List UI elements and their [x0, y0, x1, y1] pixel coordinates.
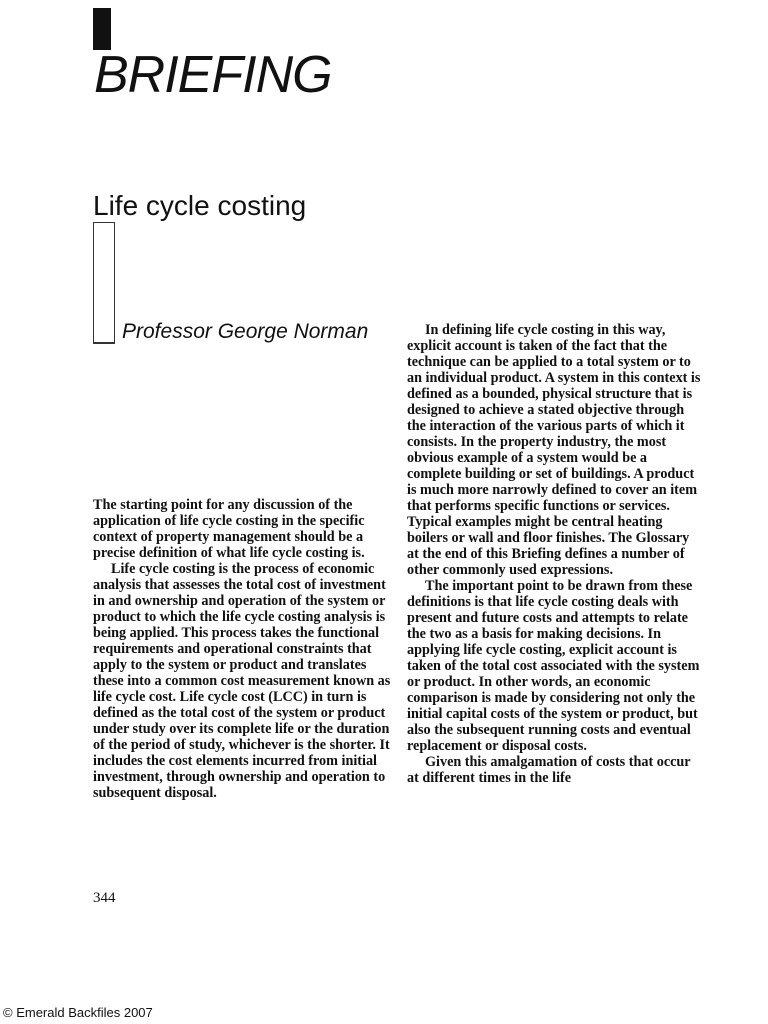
- copyright-notice: © Emerald Backfiles 2007: [3, 1005, 153, 1020]
- section-label: BRIEFING: [94, 46, 332, 104]
- left-text-column: [93, 497, 393, 801]
- paragraph: Given this amalgamation of costs that occur at different times in the life: [407, 754, 691, 786]
- decorative-rule-box: [93, 222, 115, 344]
- right-text-column: [407, 322, 703, 786]
- author-name: Professor George Norman: [122, 320, 369, 343]
- page-number: 344: [93, 890, 116, 906]
- paragraph: The important point to be drawn from these definitions is that life cycle costing deals with present and future costs and attempts to relate the two as a basis for making decisions. In applying life cycle costing, explicit account is taken of the total cost associated with the system or product. In other words, an economic comparison is made by considering not only the initial capital costs of the system or product, but also the subsequent running costs and eventual replacement or disposal costs.: [407, 578, 700, 754]
- paragraph: In defining life cycle costing in this way, explicit account is taken of the fact that the technique can be applied to a total system or to an individual product. A system in this context is defined as a bounded, physical structure that is designed to achieve a stated objective through the interaction of the various parts of which it consists. In the property industry, the most obvious example of a system would be a complete building or set of buildings. A product is much more narrowly defined to cover an item that performs specific functions or services. Typical examples might be central heating boilers or wall and floor finishes. The Glossary at the end of this Briefing defines a number of other commonly used expressions.: [407, 322, 701, 578]
- article-title: Life cycle costing: [93, 190, 307, 221]
- paragraph: The starting point for any discussion of the application of life cycle costing in the specific context of property management should be a precise definition of what life cycle costing is.: [93, 497, 365, 561]
- paragraph: Life cycle costing is the process of economic analysis that assesses the total cost of investment in and ownership and operation of the system or product to which the life cycle costing analysis is being applied. This process takes the functional requirements and operational constraints that apply to the system or product and translates these into a common cost measurement known as life cycle cost. Life cycle cost (LCC) in turn is defined as the total cost of the system or product under study over its complete life or the duration of the period of study, whichever is the shorter. It includes the cost elements incurred from initial investment, through ownership and operation to subsequent disposal.: [93, 561, 391, 801]
